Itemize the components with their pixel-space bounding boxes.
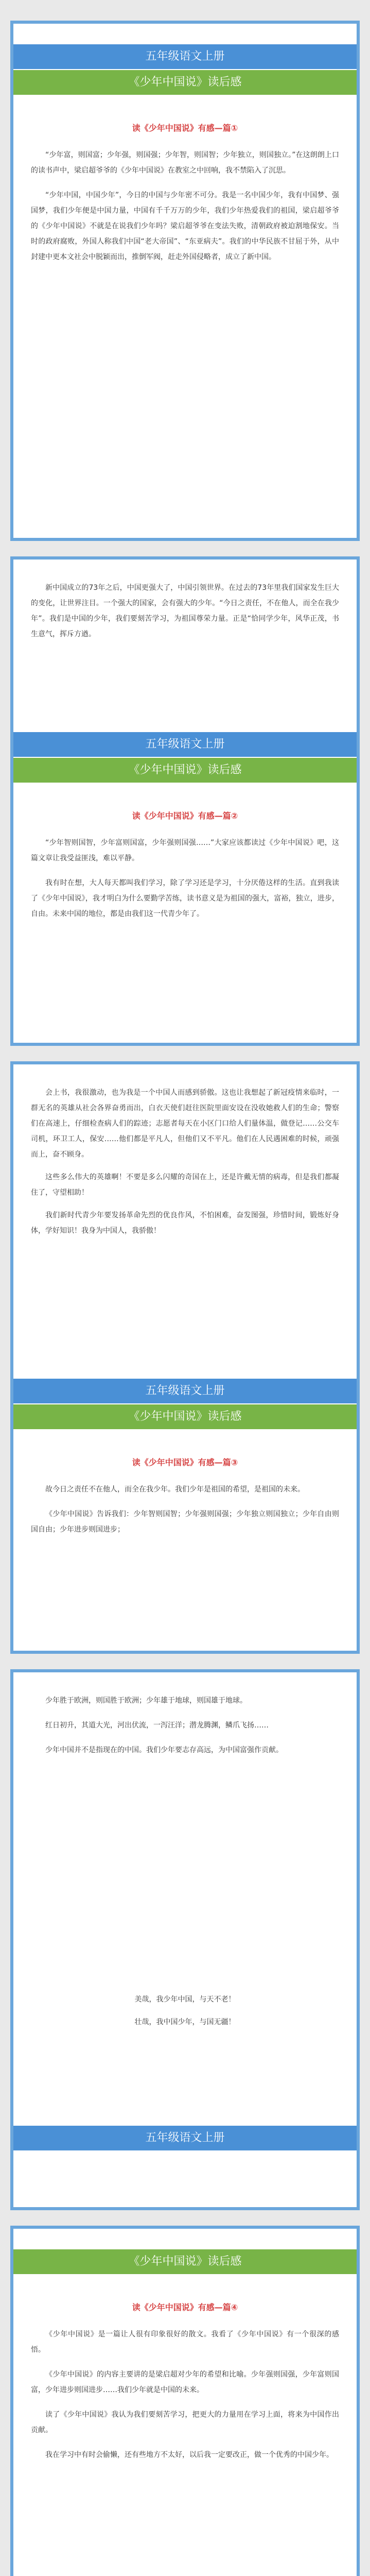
paragraph: “少年中国，中国少年”，今日的中国与少年密不可分。我是一名中国少年，我有中国梦、强国梦，我们少年便是中国力量，中国有千千万万的少年，我们少年热爱我们的祖国，梁启超爷爷的《少年中国说》不就是在说我们少年吗？梁启超爷爷在变法失败，清朝政府被迫割地保安。当时的政府腐败，外国人称我们中国“老大帝国”、“东亚病夫”。我们的中华民族不甘屈于外，从中封建中更本文社会中脱颖而出，推倒军阀，赶走外国侵略者，成立了新中国。 [31, 191, 339, 261]
title-banner: 《少年中国说》读后感 [13, 2249, 357, 2274]
essay-body [13, 2327, 357, 2463]
grade-banner: 五年级语文上册 [13, 2126, 357, 2150]
essay-card-3 [10, 1061, 360, 1654]
title-banner: 《少年中国说》读后感 [13, 1404, 357, 1429]
paragraph: 《少年中国说》告诉我们：少年智则国智；少年强则国强；少年独立则国独立；少年自由则国自由；少年进步则国进步； [31, 1510, 339, 1534]
essay-body-2 [13, 835, 357, 922]
paragraph: 少年胜于欧洲，则国胜于欧洲；少年雄于地球，则国雄于地球。 [45, 1697, 247, 1705]
paragraph: 我在学习中有时会偷懒，还有些地方不太好，以后我一定要改正，做一个优秀的中国少年。 [45, 2451, 333, 2459]
title-banner: 《少年中国说》读后感 [13, 70, 357, 95]
closing-lines [13, 1992, 357, 2030]
essay-card-5 [10, 2226, 360, 2576]
essay-title: 读《少年中国说》有感—篇② [132, 811, 238, 821]
paragraph: “少年智则国智，少年富则国富，少年强则国强……”大家应该都读过《少年中国说》吧，这篇文章让我受益匪浅，难以平静。 [31, 839, 339, 862]
paragraph: 读了《少年中国说》我认为我们要刻苦学习，把更大的力量用在学习上面，将来为中国作出贡献。 [31, 2411, 339, 2434]
grade-banner: 五年级语文上册 [13, 732, 357, 757]
closing-line: 美哉，我少年中国，与天不老！ [134, 1995, 236, 2004]
essay-body [13, 580, 357, 642]
essay-card-2 [10, 556, 360, 1046]
paragraph: 《少年中国说》是一篇让人很有印象很好的散文。我看了《少年中国说》有一个很深的感悟。 [31, 2330, 339, 2354]
paragraph: 《少年中国说》的内容主要讲的是梁启超对少年的希望和比喻。少年强则国强，少年富则国富，少年进步则国进步……我们少年就是中国的未来。 [31, 2370, 339, 2394]
essay-card-1 [10, 21, 360, 541]
essay-body [13, 147, 357, 265]
essay-body [13, 1693, 357, 1758]
title-banner: 《少年中国说》读后感 [13, 758, 357, 783]
closing-line: 壮哉，我中国少年，与国无疆！ [134, 2018, 236, 2026]
grade-banner: 五年级语文上册 [13, 44, 357, 69]
essay-body-2 [13, 1482, 357, 1537]
paragraph: “少年富，则国富；少年强，则国强；少年智，则国智；少年独立，则国独立。”在这朗朗上口的读书声中，梁启超爷爷的《少年中国说》在教室之中回响，我不禁陷入了沉思。 [31, 151, 339, 175]
paragraph: 我们新时代青少年要发扬革命先烈的优良作风，不怕困难，奋发图强，珍惜时间，锻炼好身体，学好知识！我身为中国人，我骄傲！ [31, 1211, 339, 1235]
essay-title: 读《少年中国说》有感—篇③ [132, 1458, 238, 1467]
grade-banner: 五年级语文上册 [13, 1379, 357, 1403]
paragraph: 故今日之责任不在他人，而全在我少年。我们少年是祖国的希望，是祖国的未来。 [45, 1485, 305, 1494]
essay-title: 读《少年中国说》有感—篇④ [132, 2302, 238, 2312]
essay-card-4 [10, 1669, 360, 2210]
paragraph: 这些多么伟大的英雄啊！不要是多么闪耀的奇国在上，还是许戴无情的病毒，但是我们都凝住了，守望相助！ [31, 1173, 339, 1197]
paragraph: 少年中国并不是指现在的中国。我们少年要志存高远，为中国富强作贡献。 [45, 1746, 283, 1754]
essay-title: 读《少年中国说》有感—篇① [132, 123, 238, 133]
paragraph: 会上书，我很激动，也为我是一个中国人而感到骄傲。这也让我想起了新冠疫情来临时，一群无名的英雄从社会各界奋勇而出，白衣天使们赶往医院里面安设在没收她救人们的生命；警察们在高速上，仔细检查病人们的踪迹；志愿者每天在小区门口给人们量体温，做登记……公交车司机，环卫工人，保安……他们都是平凡人，但他们又不平凡。他们在人民遇困难的时候，顽强而上，奋不顾身。 [31, 1089, 339, 1159]
paragraph: 红日初升，其道大光，河出伏流，一泻汪洋；潜龙腾渊，鳞爪飞扬…… [45, 1721, 269, 1730]
essay-body [13, 1085, 357, 1239]
paragraph: 新中国成立的73年之后，中国更强大了，中国引领世界。在过去的73年里我们国家发生巨大的变化，让世界注目。一个强大的国家，会有强大的少年。“今日之责任，不在他人，而全在我少年”。我们是中国的少年，我们要刻苦学习，为祖国尊荣力量。正是“恰同学少年，风华正茂，书生意气，挥斥方遒。 [31, 584, 339, 638]
paragraph: 我有时在想，大人每天都叫我们学习，除了学习还是学习，十分厌倦这样的生活。直到我读了《少年中国说》，我才明白为什么要勤学苦练，读书意义是为祖国的强大，富裕，独立，进步，自由。未来中国的地位，都是由我们这一代青少年了。 [31, 879, 339, 918]
